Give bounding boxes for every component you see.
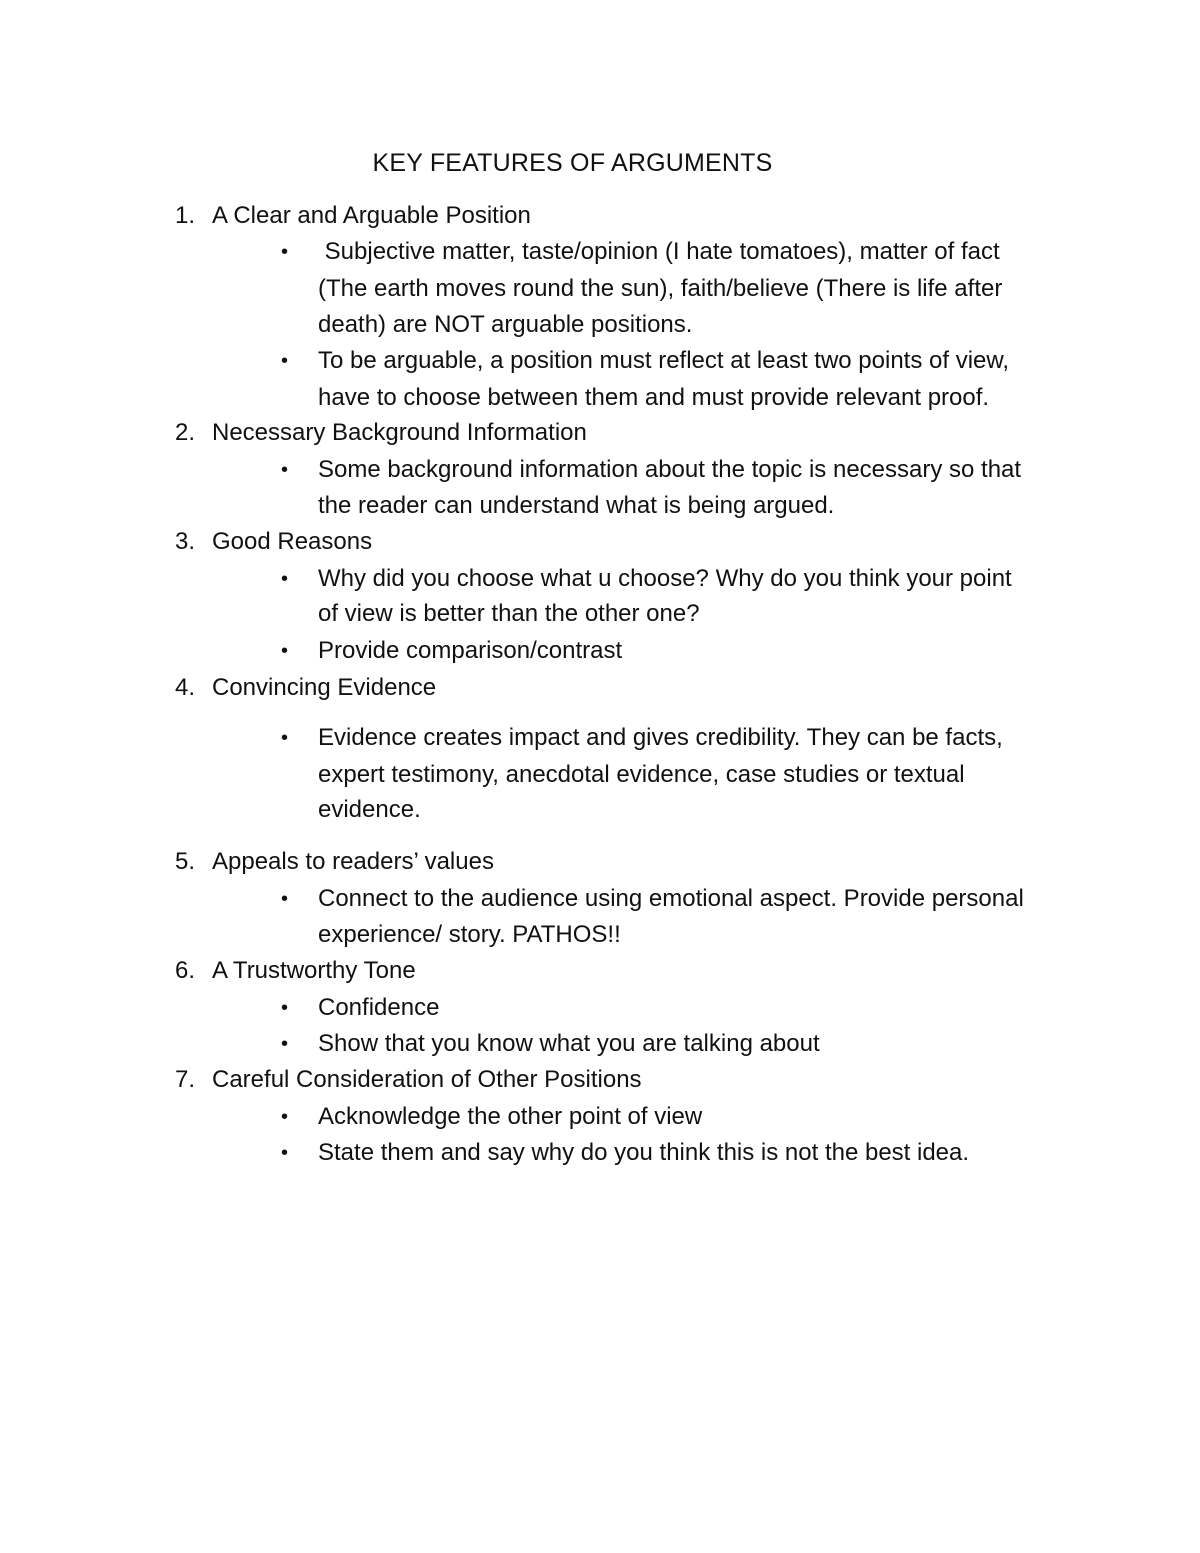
bullet-dot-icon: •: [281, 640, 289, 662]
list-item-number: 7.: [175, 1066, 196, 1093]
bullet-text: Confidence: [318, 994, 440, 1021]
bullet-dot-icon: •: [281, 1033, 289, 1055]
bullet-text: Why did you choose what u choose? Why do you think your point: [318, 565, 1012, 592]
list-item-number: 6.: [175, 957, 196, 984]
bullet-dot-icon: •: [281, 1142, 289, 1164]
section-heading: Good Reasons: [212, 528, 373, 555]
bullet-text: Evidence creates impact and gives credibility. They can be facts,: [318, 724, 1003, 751]
bullet-text: experience/ story. PATHOS!!: [318, 921, 621, 948]
bullet-text: To be arguable, a position must reflect at least two points of view,: [318, 347, 1010, 374]
bullet-text: Connect to the audience using emotional aspect. Provide personal: [318, 885, 1024, 912]
section-heading: A Trustworthy Tone: [212, 957, 416, 984]
bullet-dot-icon: •: [281, 727, 289, 749]
bullet-text: Show that you know what you are talking about: [318, 1030, 820, 1057]
list-item-number: 1.: [175, 202, 196, 229]
bullet-dot-icon: •: [281, 459, 289, 481]
list-item-number: 5.: [175, 848, 196, 875]
bullet-text: Some background information about the topic is necessary so that: [318, 456, 1022, 483]
bullet-text: of view is better than the other one?: [318, 600, 700, 627]
bullet-dot-icon: •: [281, 888, 289, 910]
bullet-dot-icon: •: [281, 997, 289, 1019]
document-title: KEY FEATURES OF ARGUMENTS: [372, 149, 773, 177]
bullet-text: Provide comparison/contrast: [318, 637, 623, 664]
bullet-text: (The earth moves round the sun), faith/believe (There is life after: [318, 275, 1003, 302]
bullet-text: death) are NOT arguable positions.: [318, 311, 693, 338]
bullet-text: expert testimony, anecdotal evidence, case studies or textual: [318, 761, 965, 788]
list-item-number: 3.: [175, 528, 196, 555]
bullet-dot-icon: •: [281, 1106, 289, 1128]
section-heading: A Clear and Arguable Position: [212, 202, 531, 229]
bullet-text: Subjective matter, taste/opinion (I hate tomatoes), matter of fact: [318, 238, 1000, 265]
bullet-text: State them and say why do you think this is not the best idea.: [318, 1139, 970, 1166]
section-heading: Careful Consideration of Other Positions: [212, 1066, 642, 1093]
section-heading: Necessary Background Information: [212, 419, 587, 446]
bullet-text: evidence.: [318, 796, 421, 823]
bullet-dot-icon: •: [281, 568, 289, 590]
list-item-number: 2.: [175, 419, 196, 446]
section-heading: Appeals to readers’ values: [212, 848, 494, 875]
bullet-text: Acknowledge the other point of view: [318, 1103, 703, 1130]
bullet-text: have to choose between them and must provide relevant proof.: [318, 384, 990, 411]
list-item-number: 4.: [175, 674, 196, 701]
bullet-text: the reader can understand what is being argued.: [318, 492, 835, 519]
bullet-dot-icon: •: [281, 350, 289, 372]
bullet-dot-icon: •: [281, 241, 289, 263]
section-heading: Convincing Evidence: [212, 674, 437, 701]
